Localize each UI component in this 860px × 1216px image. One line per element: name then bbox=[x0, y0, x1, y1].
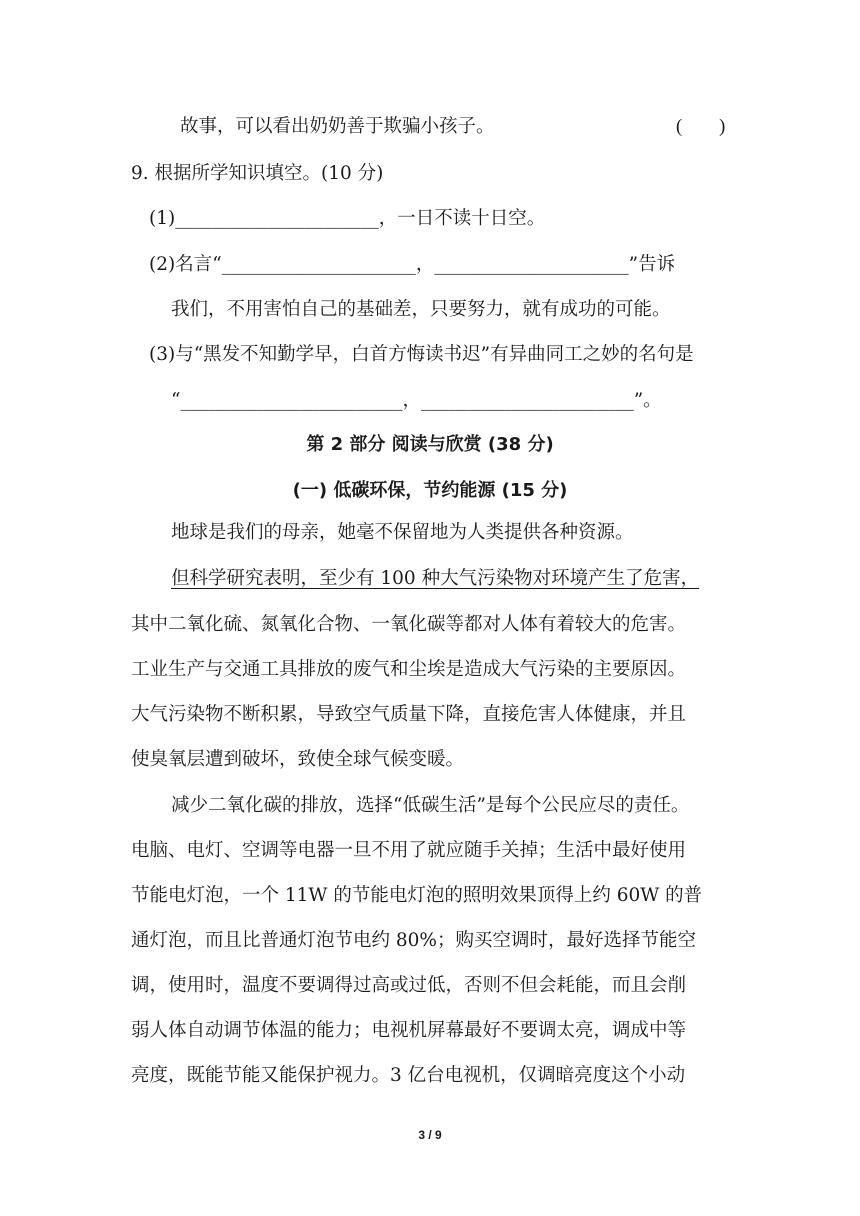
part-2-title: 第 2 部分 阅读与欣赏 (38 分) bbox=[306, 434, 554, 455]
q8-text: 故事，可以看出奶奶善于欺骗小孩子。 bbox=[180, 116, 495, 137]
q9-item-2-line-1: (2)名言“_____________________，_____________________”告诉 bbox=[149, 254, 676, 275]
passage-line: 使臭氧层遭到破坏，致使全球气候变暖。 bbox=[131, 749, 465, 770]
passage-line: 其中二氧化硫、氮氧化合物、一氧化碳等都对人体有着较大的危害。 bbox=[131, 614, 687, 635]
q9-item-2-line-2: 我们，不用害怕自己的基础差，只要努力，就有成功的可能。 bbox=[171, 299, 671, 320]
passage-line: 调，使用时，温度不要调得过高或过低，否则不但会耗能，而且会削 bbox=[131, 975, 687, 996]
passage-line: 大气污染物不断积累，导致空气质量下降，直接危害人体健康，并且 bbox=[131, 704, 687, 725]
q9-item-1: (1)______________________，一日不读十日空。 bbox=[149, 208, 546, 229]
page-number: 3 / 9 bbox=[418, 1128, 442, 1142]
passage-underlined-sentence: 但科学研究表明，至少有 100 种大气污染物对环境产生了危害， bbox=[171, 568, 700, 589]
passage-paragraph-1: 地球是我们的母亲，她毫不保留地为人类提供各种资源。 bbox=[171, 522, 634, 543]
passage-line: 工业生产与交通工具排放的废气和尘埃是造成大气污染的主要原因。 bbox=[131, 659, 687, 680]
passage-line: 弱人体自动调节体温的能力；电视机屏幕最好不要调太亮，调成中等 bbox=[131, 1020, 687, 1041]
q9-heading: 9. 根据所学知识填空。(10 分) bbox=[131, 163, 384, 184]
passage-line: 通灯泡，而且比普通灯泡节电约 80%；购买空调时，最好选择节能空 bbox=[131, 930, 697, 951]
q9-item-3-line-1: (3)与“黑发不知勤学早，白首方悔读书迟”有异曲同工之妙的名句是 bbox=[149, 344, 694, 365]
passage-line: 电脑、电灯、空调等电器一旦不用了就应随手关掉；生活中最好使用 bbox=[131, 840, 687, 861]
passage-line: 节能电灯泡，一个 11W 的节能电灯泡的照明效果顶得上约 60W 的普 bbox=[131, 885, 703, 906]
q8-answer-blank: ( ) bbox=[676, 117, 726, 137]
q9-item-3-line-2: “________________________，_______________________”。 bbox=[171, 390, 662, 411]
section-1-title: (一) 低碳环保，节约能源 (15 分) bbox=[292, 480, 568, 501]
passage-line: 亮度，既能节能又能保护视力。3 亿台电视机，仅调暗亮度这个小动 bbox=[131, 1065, 686, 1086]
passage-paragraph-3-start: 减少二氧化碳的排放，选择“低碳生活”是每个公民应尽的责任。 bbox=[171, 795, 690, 816]
